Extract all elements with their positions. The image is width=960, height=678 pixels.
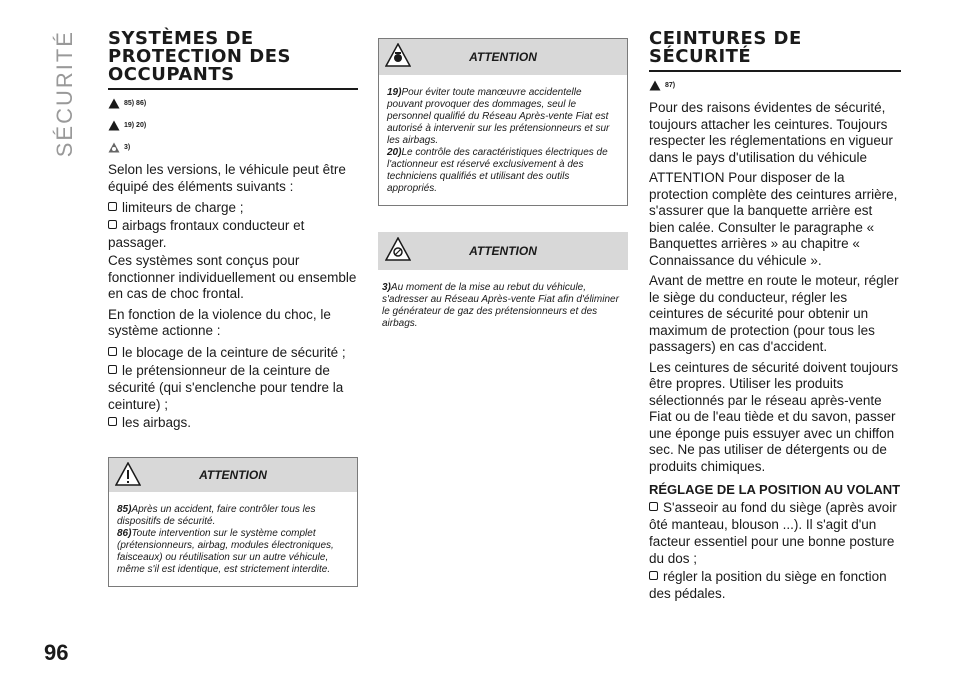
attention-header	[378, 232, 628, 270]
warning-triangle-icon	[649, 80, 661, 91]
bullet-square-icon	[649, 502, 658, 511]
list-item: limiteurs de charge ;	[108, 199, 358, 216]
reference-row: 85) 86)	[108, 96, 358, 110]
bullet-square-icon	[108, 220, 117, 229]
warning-triangle-icon	[108, 98, 120, 109]
subheading: RÉGLAGE DE LA POSITION AU VOLANT	[649, 482, 901, 497]
reference-row: 87)	[649, 78, 901, 92]
section-tab: SÉCURITÉ	[52, 30, 77, 158]
attention-item: 3)Au moment de la mise au rebut du véhicule, s'adresser au Réseau Après-vente Fiat afin d'éliminer le générateur de gaz des prétensionneurs et des airbags.	[382, 282, 619, 329]
body-paragraph: Avant de mettre en route le moteur, régler le siège du conducteur, régler les ceintures de sécurité pour obtenir un maximum de protection (pour tous les passagers) en cas d'accident.	[649, 273, 899, 354]
bullet-square-icon	[108, 365, 117, 374]
attention-title: ATTENTION	[469, 50, 537, 64]
attention-title: ATTENTION	[199, 467, 267, 482]
list-item: régler la position du siège en fonction des pédales.	[649, 569, 887, 601]
body-paragraph: ATTENTION Pour disposer de la protection complète des ceintures arrière, s'assurer que la banquette arrière est bien calée. Consulter le paragraphe « Banquettes arrières » au chapitre « Connaissance du véhicule ».	[649, 170, 898, 268]
airbag-warning-icon	[385, 43, 411, 67]
body-paragraph: Pour des raisons évidentes de sécurité, toujours attacher les ceintures. Toujours respecter les réglementations en vigueur dans le pays d'utilisation du véhicule	[649, 100, 893, 165]
attention-item: 19)Pour éviter toute manœuvre accidentelle pouvant provoquer des dommages, seul le personnel qualifié du Réseau Après-vente Fiat est autorisé à intervenir sur les prétensionneurs et sur les airbags.	[387, 87, 610, 146]
list-item: le blocage de la ceinture de sécurité ;	[108, 344, 358, 361]
bullet-square-icon	[108, 347, 117, 356]
list-item: le prétensionneur de la ceinture de sécurité (qui s'enclenche pour tendre la ceinture) ;	[108, 362, 344, 412]
body-paragraph: En fonction de la violence du choc, le système actionne :	[108, 306, 331, 338]
list-item: les airbags.	[108, 414, 358, 431]
list-item: airbags frontaux conducteur et passager.	[108, 218, 305, 250]
reference-list	[108, 96, 358, 154]
intro-paragraph: Selon les versions, le véhicule peut être équipé des éléments suivants :	[108, 162, 346, 194]
warning-triangle-icon	[108, 120, 120, 131]
column-seat-belts	[649, 30, 901, 603]
attention-item: 20)Le contrôle des caractéristiques électriques de l'actionneur est réservé exclusivement à des techniciens qualifiés et utilisant des outils appropriés.	[387, 147, 608, 194]
reference-row: 19) 20)	[108, 118, 358, 132]
bullet-square-icon	[649, 571, 658, 580]
column-occupant-protection	[108, 30, 358, 587]
environment-triangle-icon	[108, 142, 120, 153]
attention-header	[109, 458, 357, 492]
bullet-square-icon	[108, 417, 117, 426]
reference-list	[649, 78, 901, 92]
column-attention	[378, 38, 628, 342]
attention-body	[378, 270, 628, 342]
attention-section	[378, 232, 628, 342]
body-paragraph: Les ceintures de sécurité doivent toujours être propres. Utiliser les produits sélectionnés par le réseau après-vente Fiat ou de l'eau tiède et du savon, passer une éponge puis essuyer avec un chiffon sec. Ne pas utiliser de détergents ou de produits chimiques.	[649, 359, 899, 474]
list-item: S'asseoir au fond du siège (après avoir ôté manteau, blouson ...). Il s'agit d'un facteur essentiel pour une bonne posture du dos ;	[649, 500, 897, 566]
attention-box	[378, 38, 628, 206]
attention-item: 86)Toute intervention sur le système complet (prétensionneurs, airbag, modules électroniques, faisceaux) ou réutilisation sur un autre véhicule, même s'il est identique, est strictement interdite.	[117, 527, 334, 575]
body-paragraph: Ces systèmes sont conçus pour fonctionner individuellement ou ensemble en cas de choc frontal.	[108, 253, 357, 301]
environment-warning-icon	[385, 237, 411, 261]
attention-box	[108, 457, 358, 587]
reference-row: 3)	[108, 140, 358, 154]
attention-header	[379, 39, 627, 75]
attention-item: 85)Après un accident, faire contrôler tous les dispositifs de sécurité.	[117, 503, 316, 527]
attention-title: ATTENTION	[469, 244, 537, 258]
warning-triangle-icon	[115, 462, 141, 486]
section-title-occupant-protection: SYSTÈMES DE PROTECTION DES OCCUPANTS	[108, 30, 358, 90]
attention-body	[379, 75, 627, 205]
bullet-square-icon	[108, 202, 117, 211]
attention-body	[109, 492, 357, 586]
page-number: 96	[44, 640, 69, 665]
section-title-seat-belts: CEINTURES DE SÉCURITÉ	[649, 30, 901, 72]
